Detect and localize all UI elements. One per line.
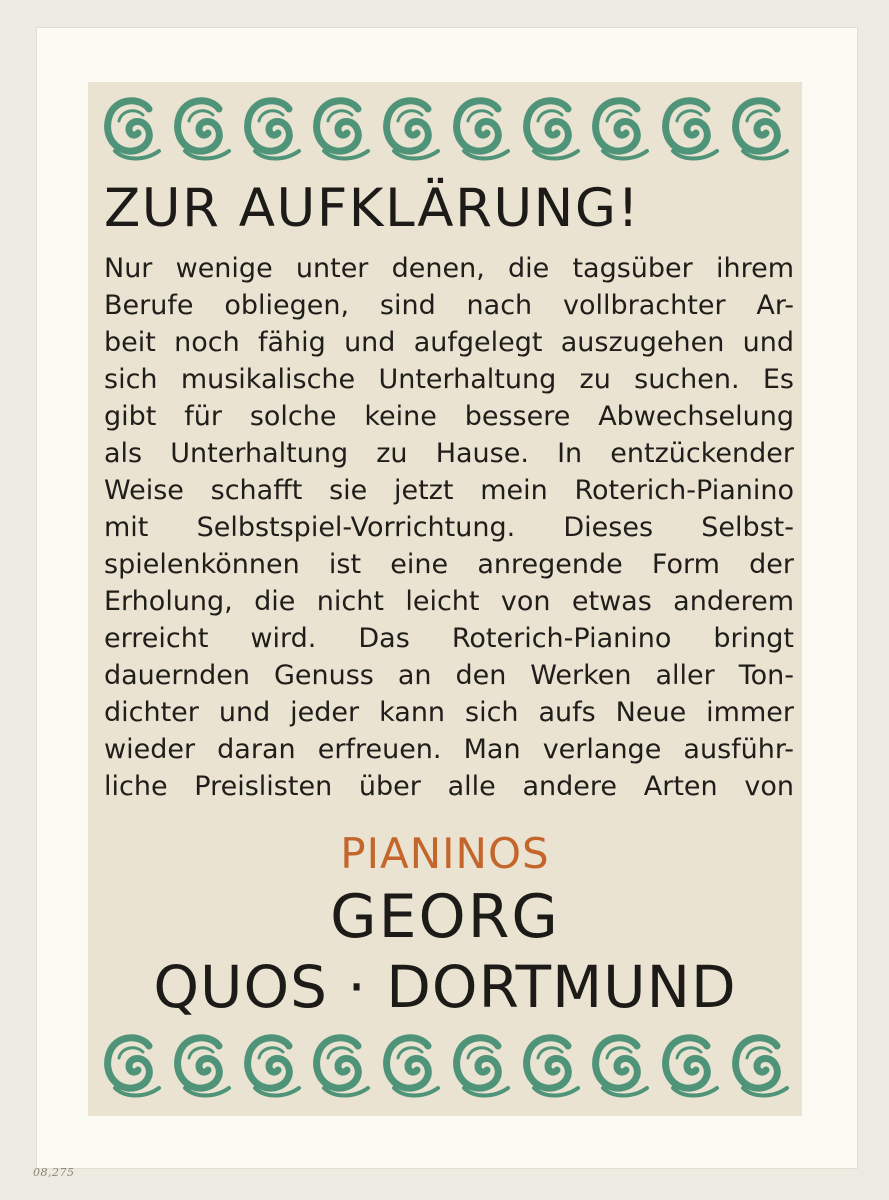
body-line: liche Preislisten über alle andere Arten von: [104, 771, 794, 802]
scroll-ornament-icon: [171, 91, 233, 165]
firm-name-location: QUOS · DORTMUND: [153, 953, 737, 1021]
scroll-ornament-icon: [101, 1028, 163, 1102]
headline: ZUR AUFKLÄRUNG!: [104, 178, 641, 239]
body-line: als Unterhaltung zu Hause. In entzückender: [104, 438, 794, 469]
scroll-ornament-icon: [589, 91, 651, 165]
body-line: Nur wenige unter denen, die tagsüber ihrem: [104, 253, 794, 284]
scroll-ornament-icon: [589, 1028, 651, 1102]
catalog-number: 08,275: [33, 1166, 75, 1179]
body-line: Weise schafft sie jetzt mein Roterich-Pianino: [104, 475, 794, 506]
body-line: Erholung, die nicht leicht von etwas anderem: [104, 586, 794, 617]
scroll-ornament-icon: [310, 1028, 372, 1102]
advertisement-body: [104, 250, 794, 805]
body-line: mit Selbstspiel-Vorrichtung. Dieses Selbst-: [104, 512, 794, 543]
scroll-ornament-icon: [450, 1028, 512, 1102]
scroll-ornament-icon: [729, 1028, 791, 1102]
body-line: Berufe obliegen, sind nach vollbrachter Ar-: [104, 290, 794, 321]
scroll-ornament-icon: [520, 1028, 582, 1102]
scroll-ornament-icon: [520, 91, 582, 165]
top-ornament-border: [101, 91, 791, 165]
body-line: spielenkönnen ist eine anregende Form der: [104, 549, 794, 580]
body-line: gibt für solche keine bessere Abwechselung: [104, 401, 794, 432]
scroll-ornament-icon: [241, 91, 303, 165]
body-line: dauernden Genuss an den Werken aller Ton-: [104, 660, 794, 691]
firm-name-first: GEORG: [330, 882, 560, 952]
scroll-ornament-icon: [380, 91, 442, 165]
scroll-ornament-icon: [659, 91, 721, 165]
body-line: erreicht wird. Das Roterich-Pianino bringt: [104, 623, 794, 654]
scroll-ornament-icon: [659, 1028, 721, 1102]
body-line: dichter und jeder kann sich aufs Neue immer: [104, 697, 794, 728]
scroll-ornament-icon: [101, 91, 163, 165]
scroll-ornament-icon: [450, 91, 512, 165]
scroll-ornament-icon: [171, 1028, 233, 1102]
scroll-ornament-icon: [241, 1028, 303, 1102]
bottom-ornament-border: [101, 1028, 791, 1102]
body-line: sich musikalische Unterhaltung zu suchen. Es: [104, 364, 794, 395]
body-line: wieder daran erfreuen. Man verlange ausführ-: [104, 734, 794, 765]
scroll-ornament-icon: [380, 1028, 442, 1102]
scroll-ornament-icon: [310, 91, 372, 165]
body-line: beit noch fähig und aufgelegt auszugehen und: [104, 327, 794, 358]
product-name: PIANINOS: [340, 829, 550, 878]
scroll-ornament-icon: [729, 91, 791, 165]
